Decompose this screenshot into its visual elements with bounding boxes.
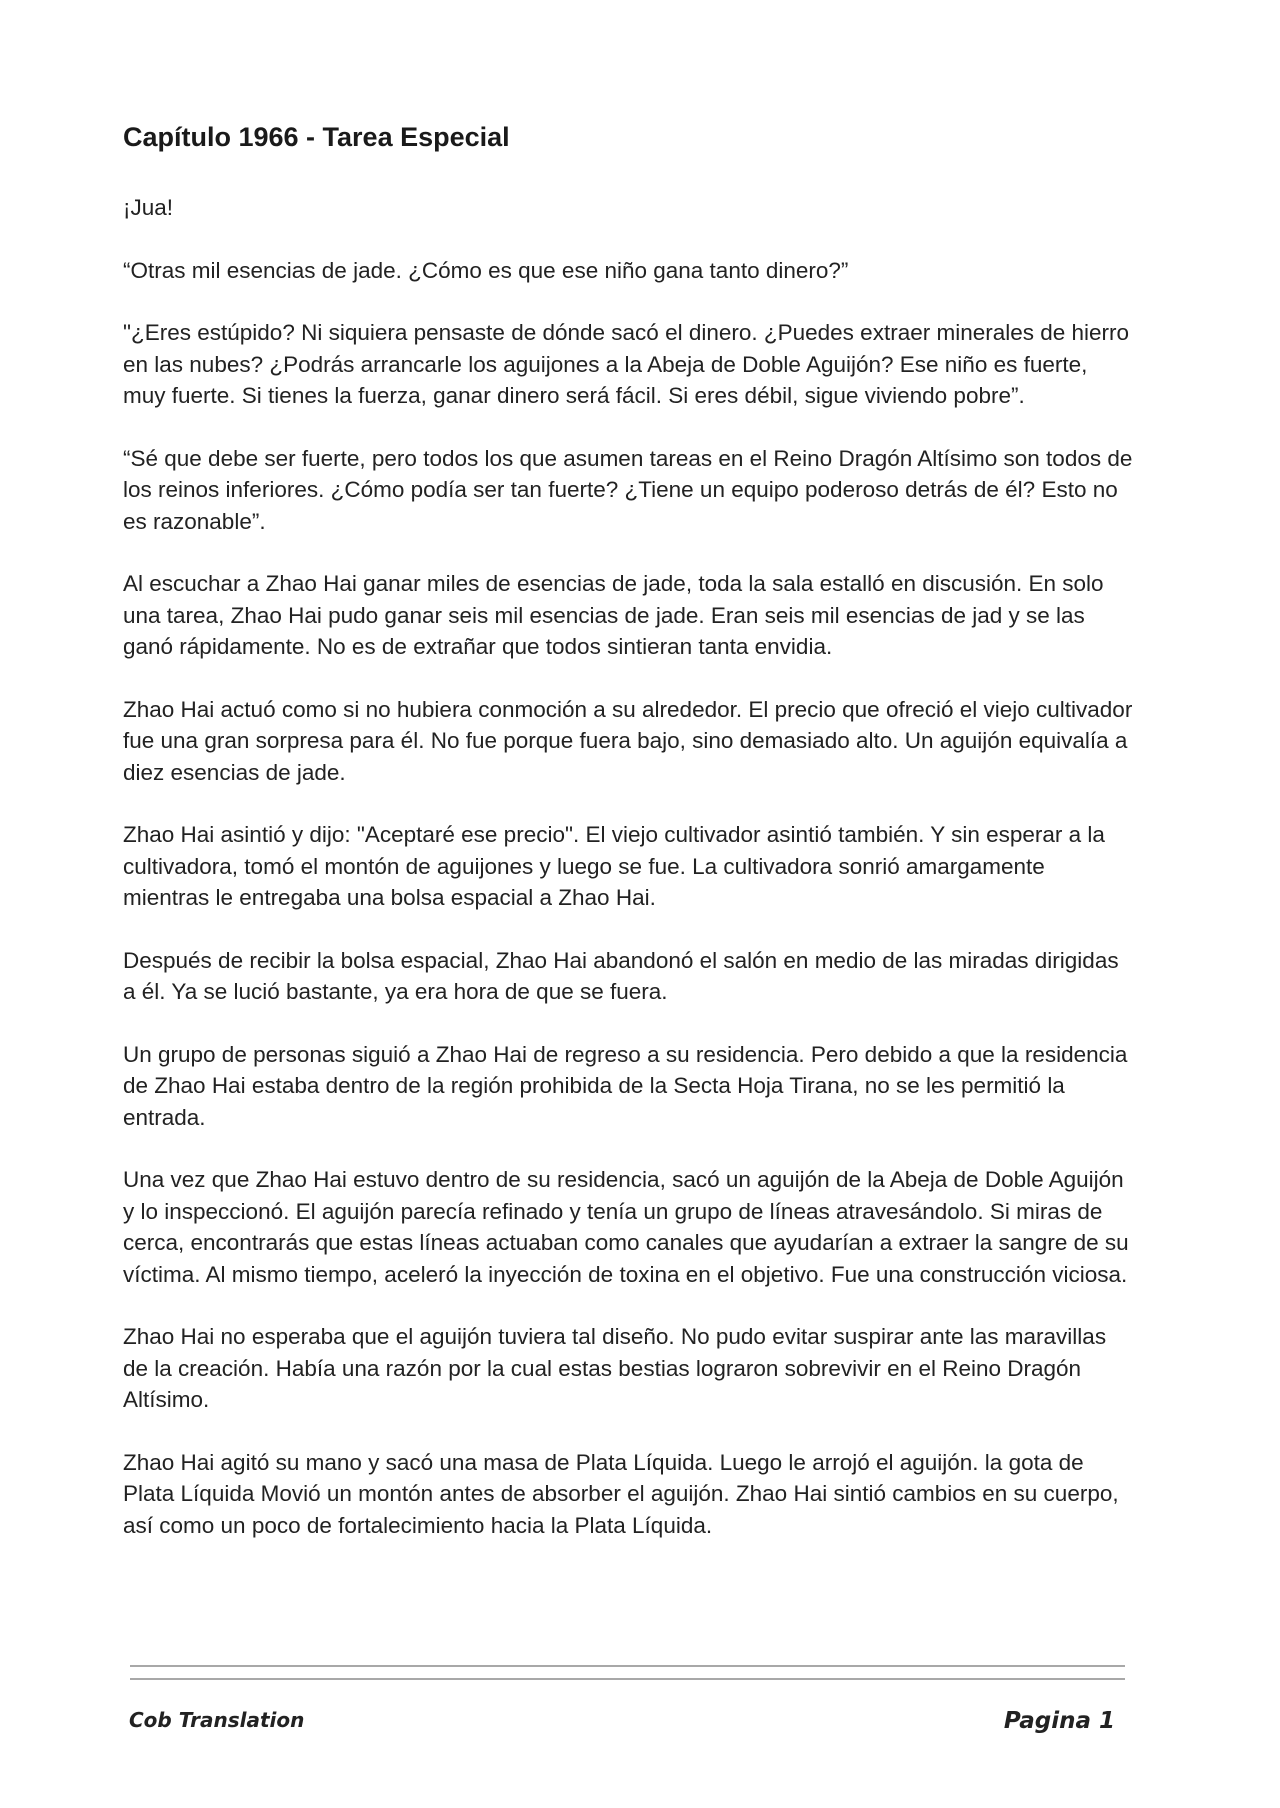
paragraph: "¿Eres estúpido? Ni siquiera pensaste de dónde sacó el dinero. ¿Puedes extraer minerales de hierro en las nubes? ¿Podrás arrancarle los aguijones a la Abeja de Doble Aguijón? Ese niño es fuerte, muy fuerte. Si tienes la fuerza, ganar dinero será fácil. Si eres débil, sigue viviendo pobre”.	[123, 320, 1130, 408]
footer-divider-top	[130, 1665, 1125, 1667]
footer-page-number: Pagina 1	[1003, 1708, 1115, 1734]
paragraph: Zhao Hai actuó como si no hubiera conmoción a su alrededor. El precio que ofreció el viejo cultivador fue una gran sorpresa para él. No fue porque fuera bajo, sino demasiado alto. Un aguijón equivalía a diez esencias de jade.	[123, 696, 1133, 785]
paragraph: Al escuchar a Zhao Hai ganar miles de esencias de jade, toda la sala estalló en discusión. En solo una tarea, Zhao Hai pudo ganar seis mil esencias de jade. Eran seis mil esencias de jad y se las ganó rápidamente. No es de extrañar que todos sintieran tanta envidia.	[123, 571, 1104, 659]
paragraph: “Otras mil esencias de jade. ¿Cómo es que ese niño gana tanto dinero?”	[123, 257, 849, 283]
paragraph: Zhao Hai no esperaba que el aguijón tuviera tal diseño. No pudo evitar suspirar ante las maravillas de la creación. Había una razón por la cual estas bestias lograron sobrevivir en el Reino Dragón Altísimo.	[123, 1324, 1107, 1412]
paragraph: “Sé que debe ser fuerte, pero todos los que asumen tareas en el Reino Dragón Altísimo son todos de los reinos inferiores. ¿Cómo podía ser tan fuerte? ¿Tiene un equipo poderoso detrás de él? Esto no es razonable”.	[123, 445, 1133, 534]
paragraph: Zhao Hai asintió y dijo: "Aceptaré ese precio". El viejo cultivador asintió también. Y sin esperar a la cultivadora, tomó el montón de aguijones y luego se fue. La cultivadora sonrió amargamente mientras le entregaba una bolsa espacial a Zhao Hai.	[123, 822, 1105, 910]
paragraph: ¡Jua!	[123, 195, 174, 220]
paragraph: Una vez que Zhao Hai estuvo dentro de su residencia, sacó un aguijón de la Abeja de Doble Aguijón y lo inspeccionó. El aguijón parecía refinado y tenía un grupo de líneas atravesándolo. Si miras de cerca, encontrarás que estas líneas actuaban como canales que ayudarían a extraer la sangre de su víctima. Al mismo tiempo, aceleró la inyección de toxina en el objetivo. Fue una construcción viciosa.	[123, 1167, 1129, 1287]
footer-translator-credit: Cob Translation	[129, 1708, 305, 1732]
paragraph: Después de recibir la bolsa espacial, Zhao Hai abandonó el salón en medio de las miradas dirigidas a él. Ya se lució bastante, ya era hora de que se fuera.	[123, 947, 1119, 1004]
footer-divider-bottom	[130, 1678, 1125, 1680]
chapter-title: Capítulo 1966 - Tarea Especial	[123, 122, 510, 152]
paragraph: Un grupo de personas siguió a Zhao Hai de regreso a su residencia. Pero debido a que la residencia de Zhao Hai estaba dentro de la región prohibida de la Secta Hoja Tirana, no se les permitió la entrada.	[123, 1041, 1128, 1130]
document-body	[123, 118, 1133, 1572]
paragraph: Zhao Hai agitó su mano y sacó una masa de Plata Líquida. Luego le arrojó el aguijón. la gota de Plata Líquida Movió un montón antes de absorber el aguijón. Zhao Hai sintió cambios en su cuerpo, así como un poco de fortalecimiento hacia la Plata Líquida.	[123, 1449, 1119, 1538]
